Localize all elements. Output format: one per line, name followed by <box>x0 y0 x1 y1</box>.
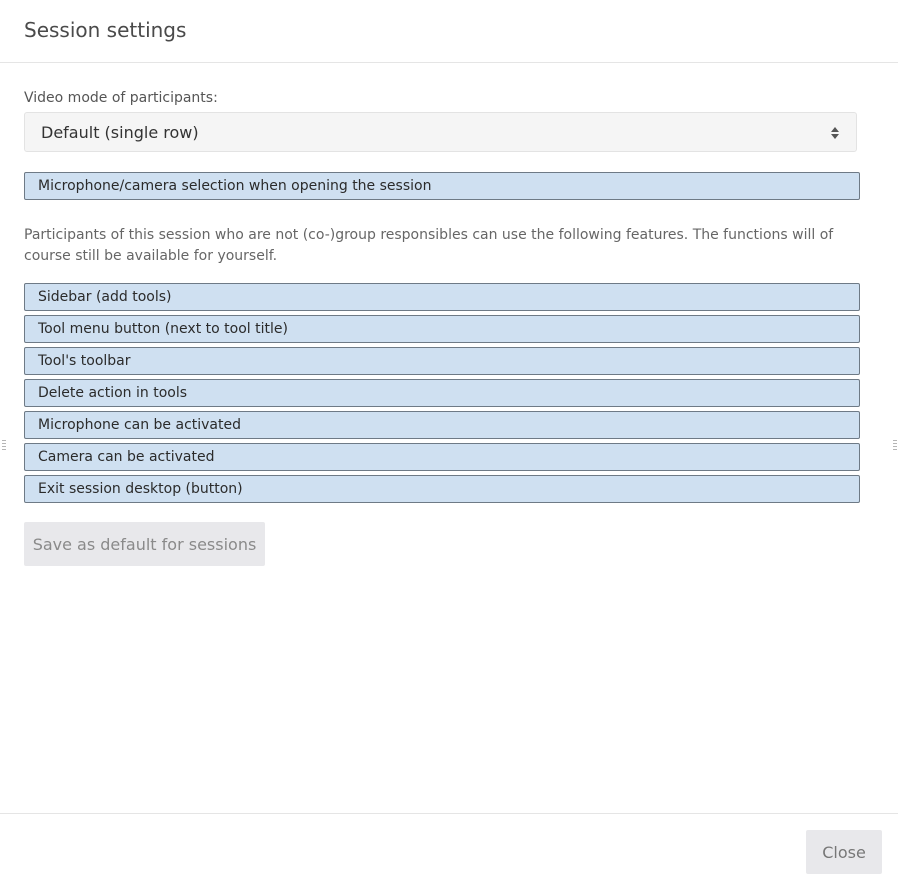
video-mode-selected-value: Default (single row) <box>41 122 199 142</box>
feature-tool-toolbar-toggle[interactable]: Tool's toolbar <box>24 347 860 375</box>
feature-exit-session-toggle[interactable]: Exit session desktop (button) <box>24 475 860 503</box>
save-as-default-button[interactable]: Save as default for sessions <box>24 522 265 566</box>
video-mode-label: Video mode of participants: <box>24 90 218 106</box>
feature-tool-menu-button-toggle[interactable]: Tool menu button (next to tool title) <box>24 315 860 343</box>
dialog-footer <box>0 813 898 883</box>
resize-grip-icon[interactable] <box>893 440 897 450</box>
dialog-header <box>0 0 898 63</box>
close-button[interactable]: Close <box>806 830 882 874</box>
dialog-title: Session settings <box>24 18 187 42</box>
select-arrows-icon <box>830 125 840 141</box>
dialog-body <box>0 64 898 813</box>
participant-features-info: Participants of this session who are not (co-)group responsibles can use the following features. The functions will of course still be available for yourself. <box>24 227 834 264</box>
feature-delete-action-toggle[interactable]: Delete action in tools <box>24 379 860 407</box>
feature-microphone-toggle[interactable]: Microphone can be activated <box>24 411 860 439</box>
resize-grip-icon[interactable] <box>2 440 6 450</box>
feature-camera-toggle[interactable]: Camera can be activated <box>24 443 860 471</box>
device-selection-toggle[interactable]: Microphone/camera selection when opening the session <box>24 172 860 200</box>
feature-sidebar-toggle[interactable]: Sidebar (add tools) <box>24 283 860 311</box>
video-mode-select[interactable] <box>24 112 857 152</box>
